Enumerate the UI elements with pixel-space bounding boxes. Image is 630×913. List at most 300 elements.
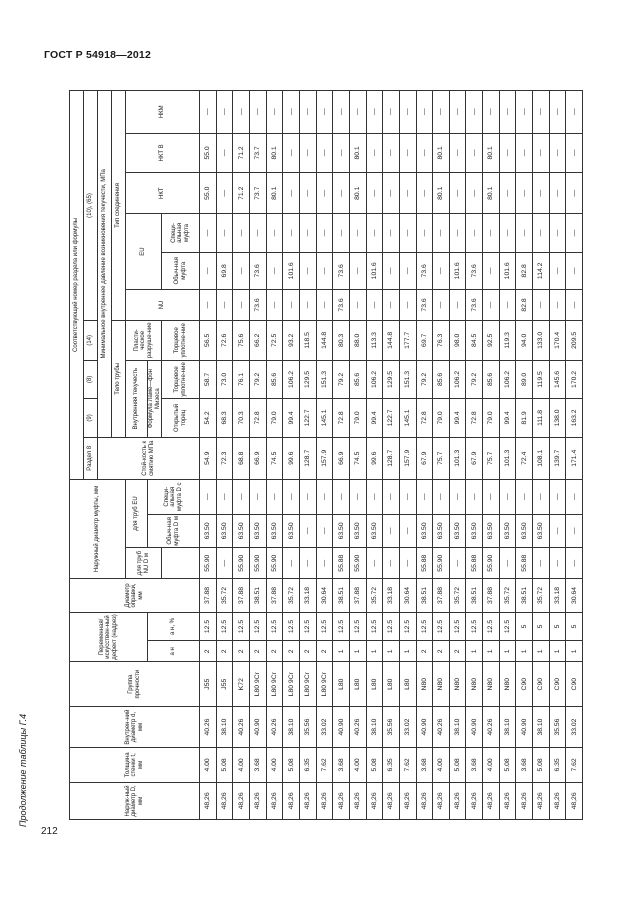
table-cell: — (266, 479, 283, 514)
header-outer-diameter: Наруж-ный диаметр D, мм (70, 782, 200, 819)
table-cell: 48,26 (250, 782, 267, 819)
table-cell: 106.2 (283, 360, 300, 398)
table-cell: 5 (566, 612, 583, 641)
table-cell: — (533, 548, 550, 579)
table-cell: 63.50 (499, 514, 516, 548)
table-cell: 80.3 (333, 320, 350, 360)
table-cell: 35.72 (216, 579, 233, 613)
table-cell: — (316, 91, 333, 134)
table-cell: — (283, 91, 300, 134)
table-cell: 63.50 (349, 514, 366, 548)
table-row (349, 91, 366, 820)
table-cell: — (499, 91, 516, 134)
table-cell: 69.8 (216, 252, 233, 289)
header-inner-yield: Внутренняя текучесть (126, 360, 148, 437)
table-cell: 48,26 (383, 782, 400, 819)
header-eu-reg: Обыч-ная муфта (162, 252, 200, 289)
table-cell: 5.08 (283, 748, 300, 783)
table-cell: — (200, 214, 217, 252)
table-cell: 4.00 (200, 748, 217, 783)
table-continuation-caption: Продолжение таблицы Г.4 (18, 713, 28, 827)
table-cell: — (549, 548, 566, 579)
table-cell: — (466, 479, 483, 514)
table-cell: 72.8 (416, 399, 433, 437)
table-cell: 73.7 (250, 133, 267, 173)
table-cell: — (216, 91, 233, 134)
table-cell: — (566, 514, 583, 548)
table-cell: — (533, 289, 550, 320)
table-cell: — (549, 252, 566, 289)
table-cell: — (233, 289, 250, 320)
header-drift-diameter: Диаметр оправки, мм (70, 579, 200, 613)
table-cell: — (349, 479, 366, 514)
table-cell: 71.2 (233, 133, 250, 173)
table-cell: C90 (566, 662, 583, 707)
table-cell: — (366, 173, 383, 214)
table-cell: — (566, 252, 583, 289)
table-cell: 48,26 (433, 782, 450, 819)
table-cell: 63.50 (200, 514, 217, 548)
table-cell: — (316, 548, 333, 579)
table-cell: — (549, 91, 566, 134)
table-cell: — (483, 214, 500, 252)
table-cell: 2 (266, 641, 283, 662)
table-cell: — (399, 514, 416, 548)
table-cell: 48,26 (200, 782, 217, 819)
table-cell: 157.9 (316, 437, 333, 479)
header-coupling-od: Наружный диаметр муфты, мм (70, 479, 126, 578)
table-cell: — (499, 289, 516, 320)
table-cell: — (300, 214, 317, 252)
table-cell: 35.72 (499, 579, 516, 613)
table-cell: — (216, 479, 233, 514)
header-inner-diameter: Внутрен-ний диаметр d, мм (70, 707, 200, 748)
table-cell: 63.50 (266, 514, 283, 548)
table-cell: 63.50 (250, 514, 267, 548)
table-cell: 63.50 (216, 514, 233, 548)
table-cell: 80.1 (483, 173, 500, 214)
table-cell: — (383, 133, 400, 173)
header-nu-pipe-unit (162, 548, 200, 579)
table-cell: 85.6 (433, 360, 450, 398)
table-cell: 2 (200, 641, 217, 662)
table-cell: — (449, 133, 466, 173)
table-cell: — (383, 548, 400, 579)
table-cell: 37.88 (233, 579, 250, 613)
table-cell: — (333, 173, 350, 214)
table-cell: 1 (466, 641, 483, 662)
table-cell: 12.5 (483, 612, 500, 641)
table-cell: 67.9 (416, 437, 433, 479)
table-row (333, 91, 350, 820)
header-a-n-pct: а н, % (148, 612, 200, 641)
table-cell: 106.2 (366, 360, 383, 398)
table-cell: — (549, 514, 566, 548)
table-cell: 38.51 (250, 579, 267, 613)
table-cell: — (216, 548, 233, 579)
table-cell: — (533, 214, 550, 252)
header-section8: Раздел 8 (84, 437, 98, 479)
table-cell: 38.10 (499, 707, 516, 748)
table-cell: 72.6 (216, 320, 233, 360)
table-cell: 80.1 (433, 133, 450, 173)
table-row (416, 91, 433, 820)
table-cell: — (250, 214, 267, 252)
header-eu-spec: Специ-альная муфта (162, 214, 200, 252)
table-cell: 66.2 (250, 320, 267, 360)
table-cell: 40.26 (266, 707, 283, 748)
table-cell: — (416, 173, 433, 214)
table-cell: 145.1 (316, 399, 333, 437)
table-cell: — (449, 479, 466, 514)
table-cell: — (566, 548, 583, 579)
standard-header: ГОСТ Р 54918—2012 (44, 49, 152, 61)
table-cell: 69.7 (416, 320, 433, 360)
table-cell: 38.10 (216, 707, 233, 748)
table-cell: — (533, 91, 550, 134)
table-cell: 4.00 (266, 748, 283, 783)
table-cell: — (516, 133, 533, 173)
table-cell: 55.88 (466, 548, 483, 579)
table-cell: 5.08 (533, 748, 550, 783)
table-cell: — (516, 173, 533, 214)
table-cell: 35.72 (449, 579, 466, 613)
table-cell: 48,26 (516, 782, 533, 819)
table-cell: — (549, 173, 566, 214)
table-cell: — (283, 479, 300, 514)
table-cell: 111.8 (533, 399, 550, 437)
table-cell: 94.0 (516, 320, 533, 360)
header-nu-pipe: для труб NU D м (126, 548, 162, 579)
table-cell: 48,26 (216, 782, 233, 819)
table-cell: — (566, 214, 583, 252)
table-cell: 48,26 (566, 782, 583, 819)
table-cell: — (433, 289, 450, 320)
table-cell: — (566, 133, 583, 173)
table-cell: — (200, 289, 217, 320)
table-cell: 7.62 (399, 748, 416, 783)
table-cell: 144.8 (383, 320, 400, 360)
header-plastic-failure: Пласти-ческое разруше-ние (126, 320, 162, 360)
table-cell: 55.90 (250, 548, 267, 579)
table-cell: 33.18 (300, 579, 317, 613)
table-cell: 55.88 (416, 548, 433, 579)
table-cell: 63.50 (416, 514, 433, 548)
table-cell: 48,26 (533, 782, 550, 819)
table-cell: — (316, 214, 333, 252)
table-cell: 99.6 (283, 437, 300, 479)
table-cell: — (483, 289, 500, 320)
table-cell: 2 (433, 641, 450, 662)
table-cell: N80 (416, 662, 433, 707)
table-cell: — (466, 91, 483, 134)
table-cell: L80 9Cr (250, 662, 267, 707)
table-cell: 48,26 (366, 782, 383, 819)
table-cell: 63.50 (433, 514, 450, 548)
table-cell: 72.8 (466, 399, 483, 437)
table-cell: 73.6 (250, 252, 267, 289)
table-cell: — (383, 514, 400, 548)
table-cell: 63.50 (516, 514, 533, 548)
table-cell: 58.7 (200, 360, 217, 398)
table-cell: 40.26 (200, 707, 217, 748)
table-cell: L80 (366, 662, 383, 707)
table-cell: 75.7 (483, 437, 500, 479)
table-row (366, 91, 383, 820)
table-cell: 74.5 (349, 437, 366, 479)
table-cell: 38.10 (283, 707, 300, 748)
table-cell: — (399, 133, 416, 173)
table-cell: 5 (533, 612, 550, 641)
table-cell: 6.35 (383, 748, 400, 783)
table-cell: 12.5 (250, 612, 267, 641)
table-row (566, 91, 583, 820)
table-cell: — (300, 252, 317, 289)
table-cell: 48,26 (283, 782, 300, 819)
table-cell: 163.2 (566, 399, 583, 437)
header-joint-type: Тип соединения (112, 91, 126, 321)
table-cell: 48,26 (316, 782, 333, 819)
header-nkm: НКМ (126, 91, 200, 134)
table-cell: — (416, 133, 433, 173)
table-cell: 35.56 (300, 707, 317, 748)
table-cell: 144.8 (316, 320, 333, 360)
table-cell: — (300, 133, 317, 173)
table-cell: 33.02 (566, 707, 583, 748)
table-cell: — (399, 479, 416, 514)
table-cell: 4.00 (483, 748, 500, 783)
table-cell: 3.68 (250, 748, 267, 783)
table-cell: 157.9 (399, 437, 416, 479)
table-cell: 12.5 (333, 612, 350, 641)
table-cell: L80 9Cr (283, 662, 300, 707)
table-cell: — (399, 91, 416, 134)
table-cell: 128.7 (300, 437, 317, 479)
table-cell: 37.88 (266, 579, 283, 613)
table-cell: 48,26 (399, 782, 416, 819)
header-min-pressure: Минимальное внутреннее давление возникновения текучести, МПа (98, 91, 112, 438)
table-cell: — (366, 91, 383, 134)
table-cell: 128.7 (383, 437, 400, 479)
table-cell: 7.62 (566, 748, 583, 783)
table-cell: 12.5 (316, 612, 333, 641)
table-cell: 55.88 (333, 548, 350, 579)
table-cell: 81.9 (516, 399, 533, 437)
header-nu: NU (126, 289, 200, 320)
table-cell: C90 (549, 662, 566, 707)
table-cell: 2 (416, 641, 433, 662)
table-cell: 99.4 (366, 399, 383, 437)
table-cell: 35.56 (383, 707, 400, 748)
table-cell: 63.50 (366, 514, 383, 548)
table-cell: 72.4 (516, 437, 533, 479)
table-cell: — (333, 214, 350, 252)
table-cell: 72.8 (333, 399, 350, 437)
table-cell: 3.68 (516, 748, 533, 783)
table-cell: 6.35 (300, 748, 317, 783)
table-cell: 5.08 (499, 748, 516, 783)
table-cell: N80 (466, 662, 483, 707)
table-cell: 55.90 (266, 548, 283, 579)
table-cell: 80.1 (433, 173, 450, 214)
header-eu-pipe: для труб EU (126, 479, 148, 547)
table-cell: — (533, 133, 550, 173)
table-cell: 101.3 (499, 437, 516, 479)
header-eu-regular: Обыч-ная муфта D м (148, 514, 200, 548)
table-cell: 63.50 (533, 514, 550, 548)
table-cell: 171.4 (566, 437, 583, 479)
header-nkt: НКТ (126, 173, 200, 214)
table-row (449, 91, 466, 820)
table-cell: — (483, 479, 500, 514)
table-row (266, 91, 283, 820)
table-cell: L80 (383, 662, 400, 707)
table-cell: 1 (399, 641, 416, 662)
table-cell: 138.0 (549, 399, 566, 437)
table-cell: 12.5 (283, 612, 300, 641)
table-cell: 79.0 (433, 399, 450, 437)
header-section-ref: Соответствующий номер раздела или формулы (70, 91, 84, 480)
table-cell: 4.00 (433, 748, 450, 783)
table-cell: 1 (366, 641, 383, 662)
table-cell: 40.90 (416, 707, 433, 748)
header-eu-special: Специ-альная муфта D с (148, 479, 200, 514)
table-cell: — (549, 214, 566, 252)
table-cell: 98.0 (449, 320, 466, 360)
table-cell: 30.64 (566, 579, 583, 613)
table-cell: — (233, 479, 250, 514)
table-cell: 38.51 (333, 579, 350, 613)
table-row (383, 91, 400, 820)
table-cell: 48,26 (349, 782, 366, 819)
table-cell: — (399, 252, 416, 289)
table-cell: 73.6 (250, 289, 267, 320)
header-f14: (14) (84, 320, 98, 360)
table-cell: — (266, 252, 283, 289)
table-row (433, 91, 450, 820)
table-cell: 12.5 (383, 612, 400, 641)
header-a-n: а н (148, 641, 200, 662)
table-cell: — (466, 214, 483, 252)
table-cell: 74.5 (266, 437, 283, 479)
table-cell: — (349, 252, 366, 289)
table-cell: 129.5 (300, 360, 317, 398)
table-cell: 40.26 (349, 707, 366, 748)
table-cell: 48,26 (333, 782, 350, 819)
table-row (250, 91, 267, 820)
table-cell: 12.5 (349, 612, 366, 641)
table-cell: 151.3 (399, 360, 416, 398)
table-cell: 73.6 (466, 289, 483, 320)
header-eu: EU (126, 214, 162, 290)
table-cell: 79.2 (250, 360, 267, 398)
table-cell: — (366, 289, 383, 320)
table-cell: 33.18 (549, 579, 566, 613)
table-cell: 35.72 (366, 579, 383, 613)
table-cell: L80 (399, 662, 416, 707)
table-cell: 101.6 (499, 252, 516, 289)
table-cell: 119.5 (533, 360, 550, 398)
table-cell: 33.18 (383, 579, 400, 613)
table-cell: — (383, 479, 400, 514)
table-cell: 114.2 (533, 252, 550, 289)
table-row (466, 91, 483, 820)
table-cell: 85.6 (483, 360, 500, 398)
table-cell: 1 (533, 641, 550, 662)
table-cell: 5 (549, 612, 566, 641)
table-cell: 66.9 (333, 437, 350, 479)
table-cell: — (566, 91, 583, 134)
table-cell: 38.10 (533, 707, 550, 748)
table-row (233, 91, 250, 820)
table-cell: L80 (349, 662, 366, 707)
table-cell: — (383, 214, 400, 252)
table-cell: — (566, 289, 583, 320)
table-cell: 55.0 (200, 173, 217, 214)
table-cell: 48,26 (233, 782, 250, 819)
table-cell: 76.3 (433, 320, 450, 360)
table-cell: 37.88 (433, 579, 450, 613)
table-cell: — (499, 479, 516, 514)
table-row (533, 91, 550, 820)
header-pipe-body: Тело трубы (112, 320, 126, 437)
table-cell: 54.2 (200, 399, 217, 437)
table-cell: — (349, 289, 366, 320)
table-cell: 48,26 (483, 782, 500, 819)
table-cell: K72 (233, 662, 250, 707)
table-cell: 2 (300, 641, 317, 662)
table-cell: — (216, 289, 233, 320)
table-cell: 63.50 (466, 514, 483, 548)
table-cell: 12.5 (366, 612, 383, 641)
table-cell: 33.02 (399, 707, 416, 748)
table-cell: 12.5 (233, 612, 250, 641)
table-cell: — (516, 214, 533, 252)
table-cell: — (399, 548, 416, 579)
table-cell: — (499, 548, 516, 579)
table-cell: 113.3 (366, 320, 383, 360)
table-cell: N80 (449, 662, 466, 707)
table-cell: 63.50 (483, 514, 500, 548)
table-cell: 5 (516, 612, 533, 641)
table-cell: — (300, 289, 317, 320)
table-cell: C90 (516, 662, 533, 707)
header-capped-end: Торцевое уплотне-ние (162, 360, 200, 398)
table-cell: — (316, 173, 333, 214)
table-cell: 12.5 (266, 612, 283, 641)
table-cell: 38.51 (516, 579, 533, 613)
table-cell: 63.50 (283, 514, 300, 548)
table-cell: — (483, 252, 500, 289)
table-cell: 40.90 (333, 707, 350, 748)
table-cell: — (533, 173, 550, 214)
table-cell: — (483, 91, 500, 134)
table-cell: — (449, 173, 466, 214)
table-cell: — (316, 252, 333, 289)
header-allowed-defect: Переменная/ искусствен-ный дефект (надрез) (70, 612, 148, 662)
table-cell: J55 (216, 662, 233, 707)
table-cell: 37.88 (349, 579, 366, 613)
table-cell: 12.5 (449, 612, 466, 641)
table-cell: — (366, 479, 383, 514)
table-cell: — (300, 479, 317, 514)
table-cell: — (433, 214, 450, 252)
table-cell: — (216, 173, 233, 214)
table-cell: — (433, 252, 450, 289)
table-cell: 89.0 (516, 360, 533, 398)
table-cell: 2 (316, 641, 333, 662)
table-cell: — (283, 214, 300, 252)
